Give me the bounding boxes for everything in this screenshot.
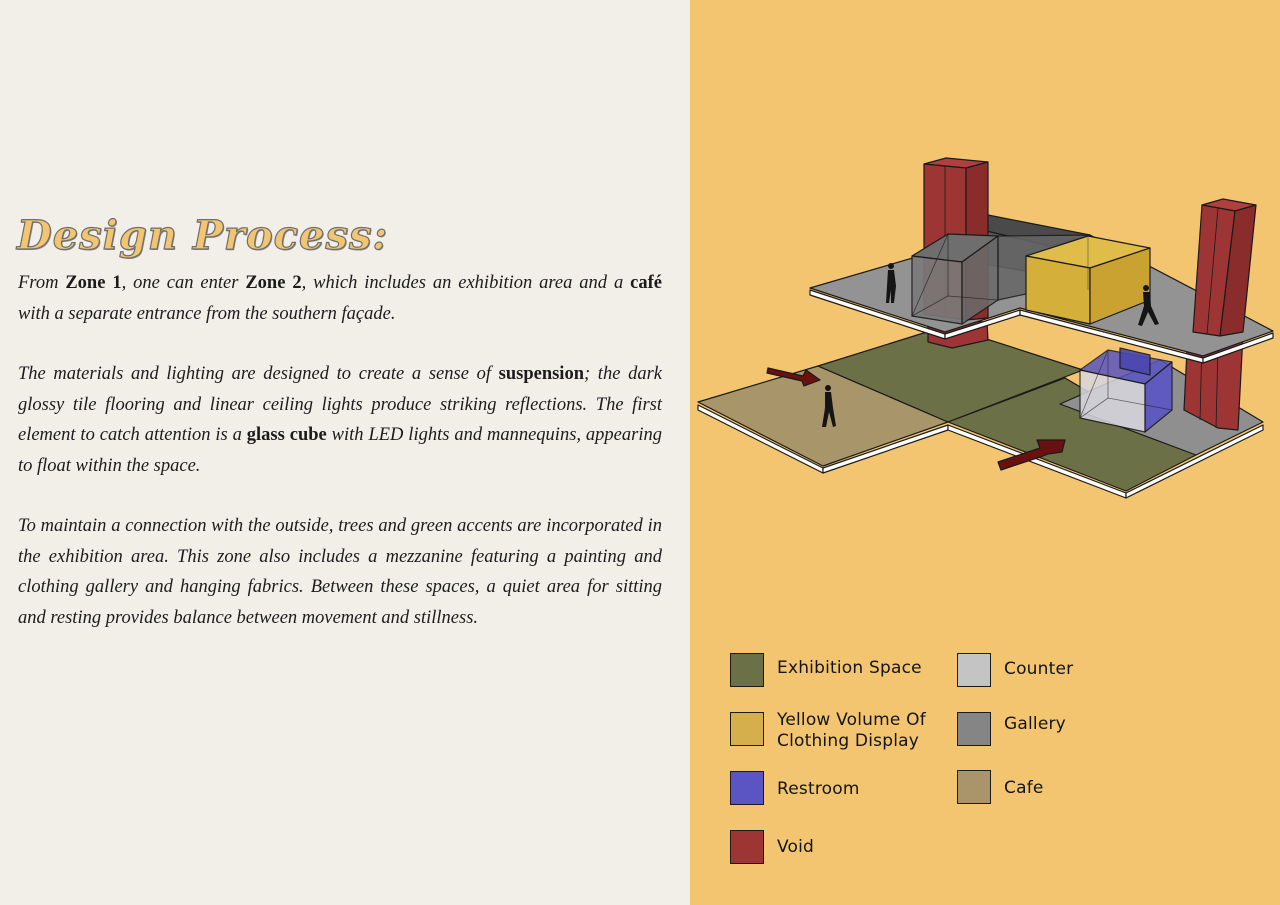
legend-swatch — [730, 830, 764, 864]
paragraph-connection: To maintain a connection with the outside, trees and green accents are incorporated in the exhibition area. This zone also includes a mezzanine featuring a painting and clothing gallery and hanging fabrics. Between these spaces, a quiet area for sitting and resting provides balance between movement and stillness. — [18, 516, 662, 628]
emphasis-zone-1: Zone 1 — [65, 273, 122, 293]
legend-swatch — [957, 653, 991, 687]
paragraph-zone-entry: From Zone 1, one can enter Zone 2, which includes an exhibition area and a café with a separate entrance from the southern façade. — [18, 273, 662, 324]
emphasis-cafe: café — [630, 273, 662, 293]
counter-glass-cube — [1080, 348, 1172, 432]
diagram-panel — [690, 0, 1280, 905]
legend-item-exhibition-space — [730, 653, 940, 693]
legend-label: Gallery — [1004, 714, 1066, 734]
page-title: Design Process: — [17, 212, 389, 259]
legend-item-cafe — [957, 770, 1107, 810]
legend-label: Yellow Volume Of Clothing Display — [777, 710, 926, 751]
legend-item-counter — [957, 653, 1107, 693]
legend-label: Restroom — [777, 779, 860, 799]
legend-item-restroom — [730, 771, 940, 811]
void-column-right-upper — [1193, 199, 1256, 336]
emphasis-zone-2: Zone 2 — [245, 273, 302, 293]
legend-swatch — [730, 653, 764, 687]
legend-item-void — [730, 830, 940, 870]
legend-label: Counter — [1004, 659, 1074, 679]
emphasis-suspension: suspension — [498, 364, 584, 384]
legend-label: Exhibition Space — [777, 658, 922, 678]
legend-item-yellow-volume — [730, 712, 950, 762]
legend-swatch — [957, 770, 991, 804]
legend-label: Void — [777, 837, 815, 857]
paragraph-materials: The materials and lighting are designed to create a sense of suspension; the dark glossy tile flooring and linear ceiling lights produce striking reflections. The first element to catch attention is a glass cube with LED lights and mannequins, appearing to float within the space. — [18, 364, 662, 476]
legend-label: Cafe — [1004, 778, 1044, 798]
legend-swatch — [730, 771, 764, 805]
legend-item-gallery — [957, 712, 1107, 752]
legend-swatch — [957, 712, 991, 746]
emphasis-glass-cube: glass cube — [246, 425, 327, 445]
legend-swatch — [730, 712, 764, 746]
